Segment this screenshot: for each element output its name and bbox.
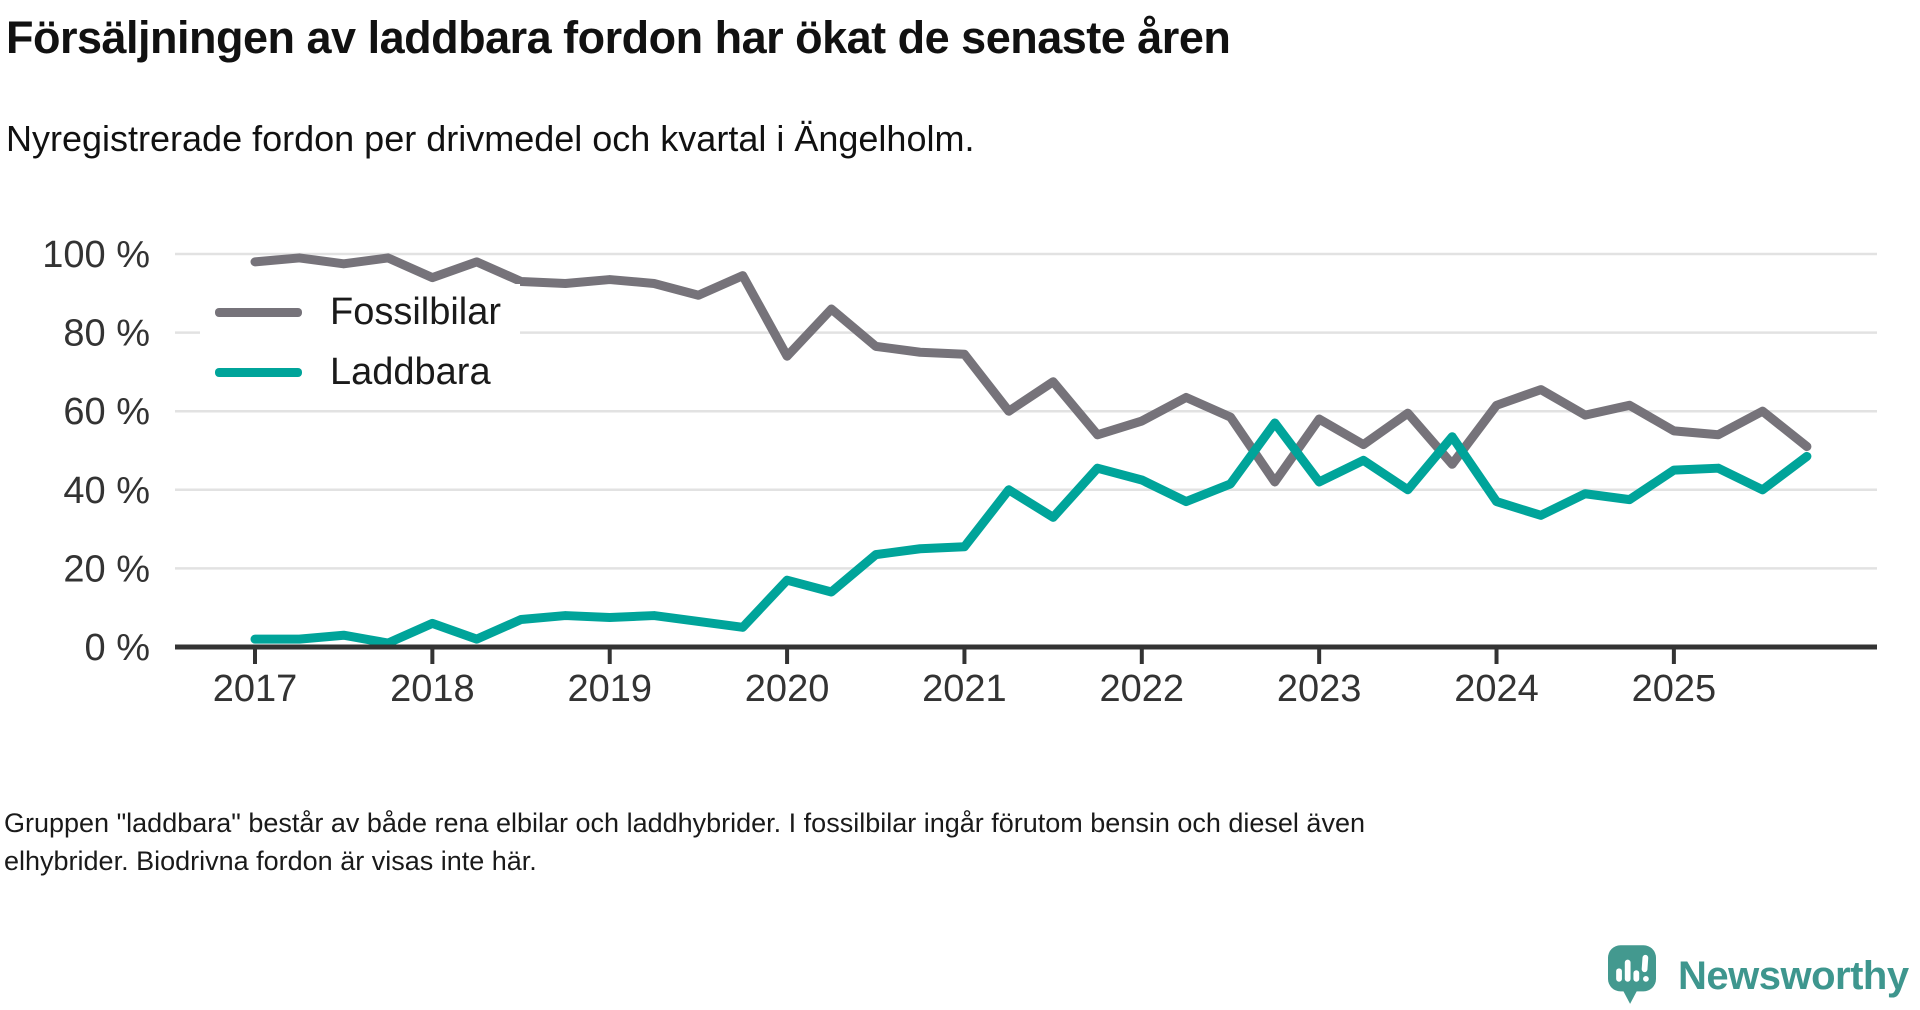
legend-label-fossilbilar: Fossilbilar (330, 290, 502, 333)
x-axis-tick-label: 2017 (212, 668, 298, 710)
fossilbilar-swatch-line (215, 308, 302, 317)
laddbara-swatch-line (215, 368, 302, 377)
x-axis-tick-label: 2018 (390, 668, 475, 710)
page-title: Försäljningen av laddbara fordon har ökat de senaste åren (6, 12, 1231, 63)
legend-item-fossilbilar (200, 286, 520, 338)
laddbara-line (255, 423, 1807, 643)
y-axis-tick-label: 60 % (63, 391, 150, 434)
x-axis-tick-label: 2022 (1099, 668, 1185, 710)
footnote-line-1: Gruppen "laddbara" består av både rena elbilar och laddhybrider. I fossilbilar ingår förutom bensin och diesel även (4, 808, 1365, 838)
newsworthy-logo (1608, 944, 1909, 1008)
legend-label-laddbara: Laddbara (330, 350, 491, 393)
chart-subtitle: Nyregistrerade fordon per drivmedel och kvartal i Ängelholm. (6, 118, 975, 159)
y-axis-tick-label: 100 % (42, 234, 150, 276)
x-axis-tick-label: 2024 (1454, 668, 1539, 710)
newsworthy-logo-text: Newsworthy (1678, 953, 1909, 998)
chart-footnote (4, 804, 1604, 880)
legend-item-laddbara (200, 346, 520, 398)
newsworthy-logo-icon (1608, 945, 1656, 1007)
y-axis-tick-label: 20 % (63, 548, 150, 591)
chart-legend (200, 284, 520, 400)
x-axis-tick-label: 2019 (567, 668, 652, 710)
x-axis (175, 647, 1877, 664)
x-axis-tick-label: 2021 (922, 668, 1007, 710)
y-axis-tick-label: 80 % (63, 312, 150, 355)
y-axis-tick-label: 40 % (63, 469, 150, 512)
x-axis-tick-label: 2023 (1276, 668, 1362, 710)
footnote-line-2: elhybrider. Biodrivna fordon är visas inte här. (4, 846, 537, 876)
y-axis-tick-label: 0 % (84, 627, 150, 669)
x-axis-tick-label: 2025 (1631, 668, 1717, 710)
x-axis-tick-label: 2020 (744, 668, 830, 710)
